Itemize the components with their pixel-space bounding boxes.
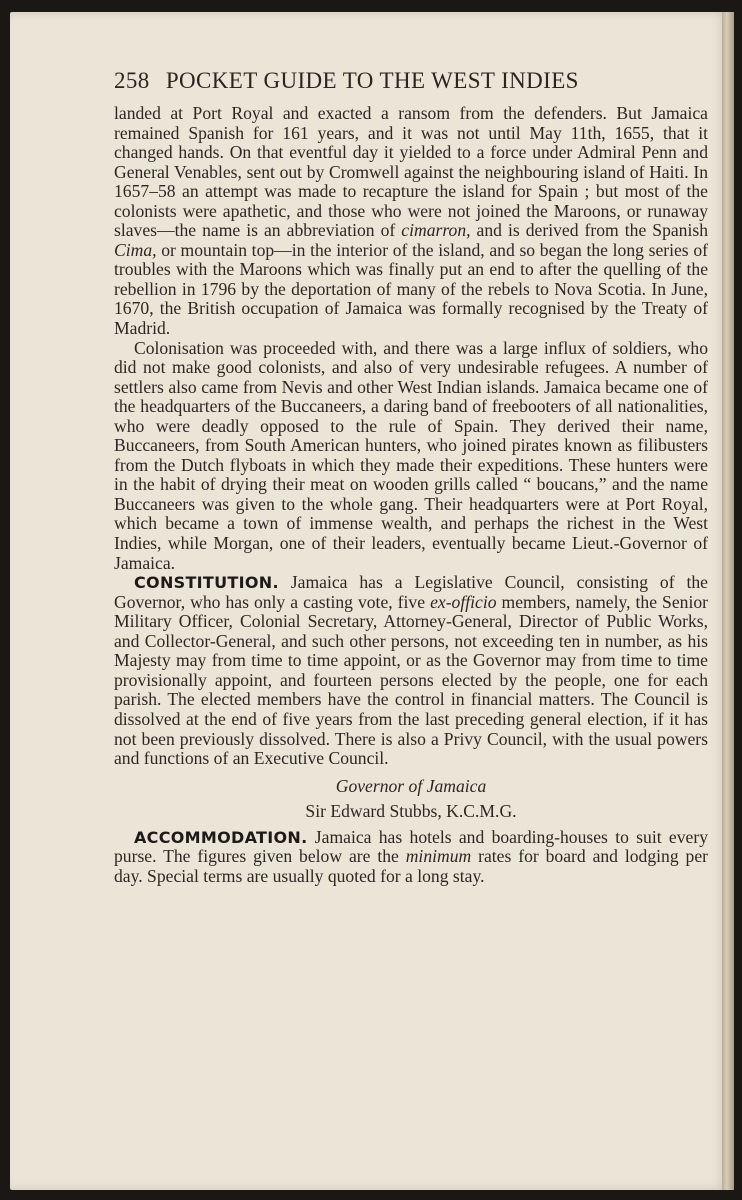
italic-cimarron: cimarron, xyxy=(401,220,471,241)
history-p1-text: landed at Port Royal and exacted a ransom from the defenders. But Jamaica remained Spanish for 161 years, and it was not until May 11th, 1655, that it changed hands. On that eventful day it yielded to a force under Admiral Penn and General Venables, sent out by Cromwell against the neighbouring island of Haiti. In 1657–58 an attempt was made to recapture the island for Spain ; but most of the colonists were apathetic, and those who were not joined the Maroons, or runaway slaves—the name is an abbreviation of xyxy=(114,103,708,241)
running-title: POCKET GUIDE TO THE WEST INDIES xyxy=(165,68,579,93)
italic-cima: Cima, xyxy=(114,239,157,260)
italic-minimum: minimum xyxy=(405,846,472,867)
accommodation-text-a: Jamaica has hotels and boarding-houses to suit every purse. The figures given below are the xyxy=(114,826,708,867)
page-number: 258 xyxy=(114,68,150,93)
italic-ex-officio: ex-officio xyxy=(430,591,497,612)
page-edge xyxy=(722,12,734,1190)
constitution-paragraph xyxy=(114,573,708,768)
accommodation-heading: ACCOMMODATION. xyxy=(134,827,308,847)
history-paragraph-1 xyxy=(114,104,708,339)
accommodation-text-b: rates for board and lodging per day. Special terms are usually quoted for a long stay. xyxy=(114,846,708,886)
running-header xyxy=(114,68,704,98)
history-p1-end: or mountain top—in the interior of the island, and so began the long series of troubles with the Maroons which was finally put an end to after the quelling of the rebellion in 1796 by the deportation of many of the rebels to Nova Scotia. In June, 1670, the British occupation of Jamaica was formally recognised by the Treaty of Madrid. xyxy=(114,239,708,339)
constitution-text-b: members, namely, the Senior Military Officer, Colonial Secretary, Attorney-General, Director of Public Works, and Collector-General, and such other persons, not exceeding ten in number, as his Majesty may from time to time appoint, or as the Governor may from time to time provisionally appoint, and fourteen persons elected by the people, one for each parish. The elected members have the control in financial matters. The Council is dissolved at the end of five years from the last preceding general election, if it has not been previously dissolved. There is also a Privy Council, with the usual powers and functions of an Executive Council. xyxy=(114,591,708,769)
governor-title: Governor of Jamaica xyxy=(335,775,487,796)
constitution-text-a: Jamaica has a Legislative Council, consisting of the Governor, who has only a casting vote, five xyxy=(114,572,708,612)
history-p2-text: Colonisation was proceeded with, and there was a large influx of soldiers, who did not make good colonists, and also of very undesirable refugees. A number of settlers also came from Nevis and other West Indian islands. Jamaica became one of the headquarters of the Buccaneers, a daring band of freebooters of all nationalities, who were deadly opposed to the rule of Spain. They derived their name, Buccaneers, from South American hunters, who joined pirates known as filibusters from the Dutch flyboats in which they made their expeditions. These hunters were in the habit of drying their meat on wooden grills called “ boucans,” and the name Buccaneers was given to the whole gang. Their headquarters were at Port Royal, which became a town of immense wealth, and perhaps the richest in the West Indies, while Morgan, one of their leaders, eventually became Lieut.-Governor of Jamaica. xyxy=(114,337,708,573)
body-text xyxy=(114,104,708,886)
accommodation-paragraph xyxy=(114,828,708,887)
constitution-heading: CONSTITUTION. xyxy=(134,573,279,593)
governor-name: Sir Edward Stubbs, K.C.M.G. xyxy=(305,801,517,822)
history-p1-mid: and is derived from the Spanish xyxy=(470,220,709,241)
history-paragraph-2 xyxy=(114,339,708,574)
